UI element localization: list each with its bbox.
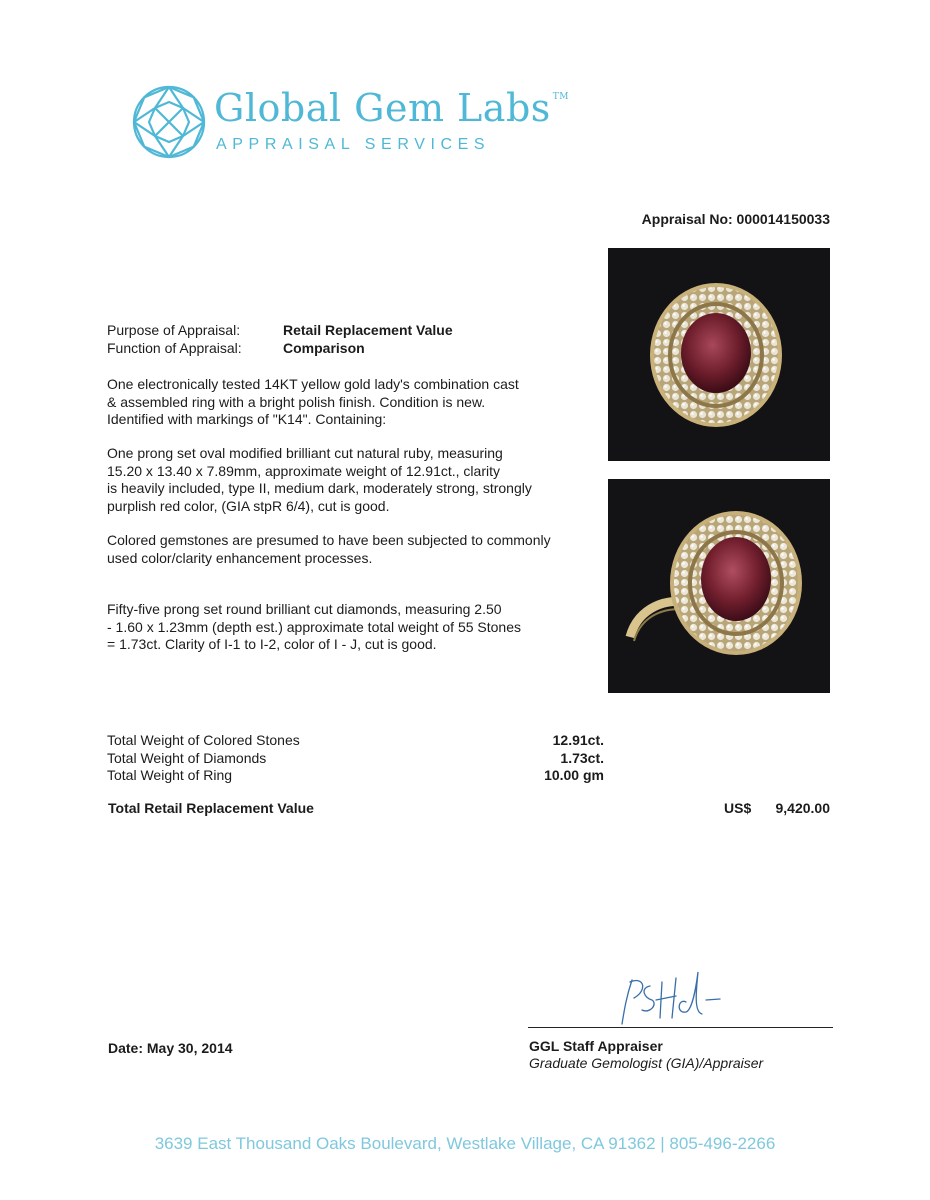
text-line: One electronically tested 14KT yellow gold lady's combination cast bbox=[107, 376, 519, 392]
ring-side-view-image bbox=[608, 479, 830, 693]
total-colored-stones-value: 12.91ct. bbox=[552, 732, 604, 748]
total-replacement-value: 9,420.00 bbox=[775, 800, 830, 816]
brand-subtitle: APPRAISAL SERVICES bbox=[216, 136, 491, 153]
function-label: Function of Appraisal: bbox=[107, 340, 242, 356]
total-diamonds-label: Total Weight of Diamonds bbox=[107, 750, 267, 766]
text-line: 15.20 x 13.40 x 7.89mm, approximate weight of 12.91ct., clarity bbox=[107, 462, 500, 479]
ring-top-view-image bbox=[608, 248, 830, 461]
appraisal-date: Date: May 30, 2014 bbox=[108, 1040, 233, 1056]
text-line: Identified with markings of "K14". Containing: bbox=[107, 411, 387, 427]
text-line: is heavily included, type II, medium dark, moderately strong, strongly bbox=[107, 480, 532, 496]
text-line: & assembled ring with a bright polish finish. Condition is new. bbox=[107, 393, 486, 410]
text-line: - 1.60 x 1.23mm (depth est.) approximate total weight of 55 Stones bbox=[107, 618, 521, 635]
footer-address: 3639 East Thousand Oaks Boulevard, Westlake Village, CA 91362 | 805-496-2266 bbox=[154, 1134, 776, 1153]
text-line: used color/clarity enhancement processes. bbox=[107, 549, 373, 566]
handwritten-signature bbox=[610, 968, 730, 1028]
text-line: One prong set oval modified brilliant cut natural ruby, measuring bbox=[107, 445, 503, 461]
brand-name bbox=[214, 86, 569, 130]
purpose-value: Retail Replacement Value bbox=[283, 322, 453, 338]
ruby-description bbox=[107, 445, 597, 515]
text-line: Colored gemstones are presumed to have been subjected to commonly bbox=[107, 532, 551, 548]
total-colored-stones-label: Total Weight of Colored Stones bbox=[107, 732, 300, 748]
text-line: = 1.73ct. Clarity of I-1 to I-2, color of I - J, cut is good. bbox=[107, 636, 437, 652]
ring-photo-top bbox=[608, 248, 830, 461]
text-line: purplish red color, (GIA stpR 6/4), cut is good. bbox=[107, 497, 390, 514]
appraiser-title: Graduate Gemologist (GIA)/Appraiser bbox=[529, 1055, 764, 1071]
appraisal-number: Appraisal No: 000014150033 bbox=[641, 211, 830, 227]
function-value: Comparison bbox=[283, 340, 365, 356]
total-replacement-value-label: Total Retail Replacement Value bbox=[108, 800, 314, 816]
total-ring-weight-label: Total Weight of Ring bbox=[107, 767, 233, 783]
enhancement-note bbox=[107, 532, 597, 567]
brand-name-text: Global Gem Labs bbox=[214, 86, 551, 130]
total-diamonds-value: 1.73ct. bbox=[560, 750, 604, 766]
total-ring-weight-value: 10.00 gm bbox=[544, 767, 604, 783]
purpose-label: Purpose of Appraisal: bbox=[107, 322, 241, 338]
gem-logo-icon bbox=[131, 84, 207, 160]
appraiser-name: GGL Staff Appraiser bbox=[529, 1038, 663, 1054]
ring-photo-side bbox=[608, 479, 830, 693]
signature-line bbox=[528, 1027, 833, 1028]
ring-description bbox=[107, 376, 597, 429]
currency-label: US$ bbox=[724, 800, 752, 816]
text-line: Fifty-five prong set round brilliant cut diamonds, measuring 2.50 bbox=[107, 601, 502, 617]
diamond-description bbox=[107, 601, 597, 654]
trademark-symbol: TM bbox=[552, 92, 569, 102]
